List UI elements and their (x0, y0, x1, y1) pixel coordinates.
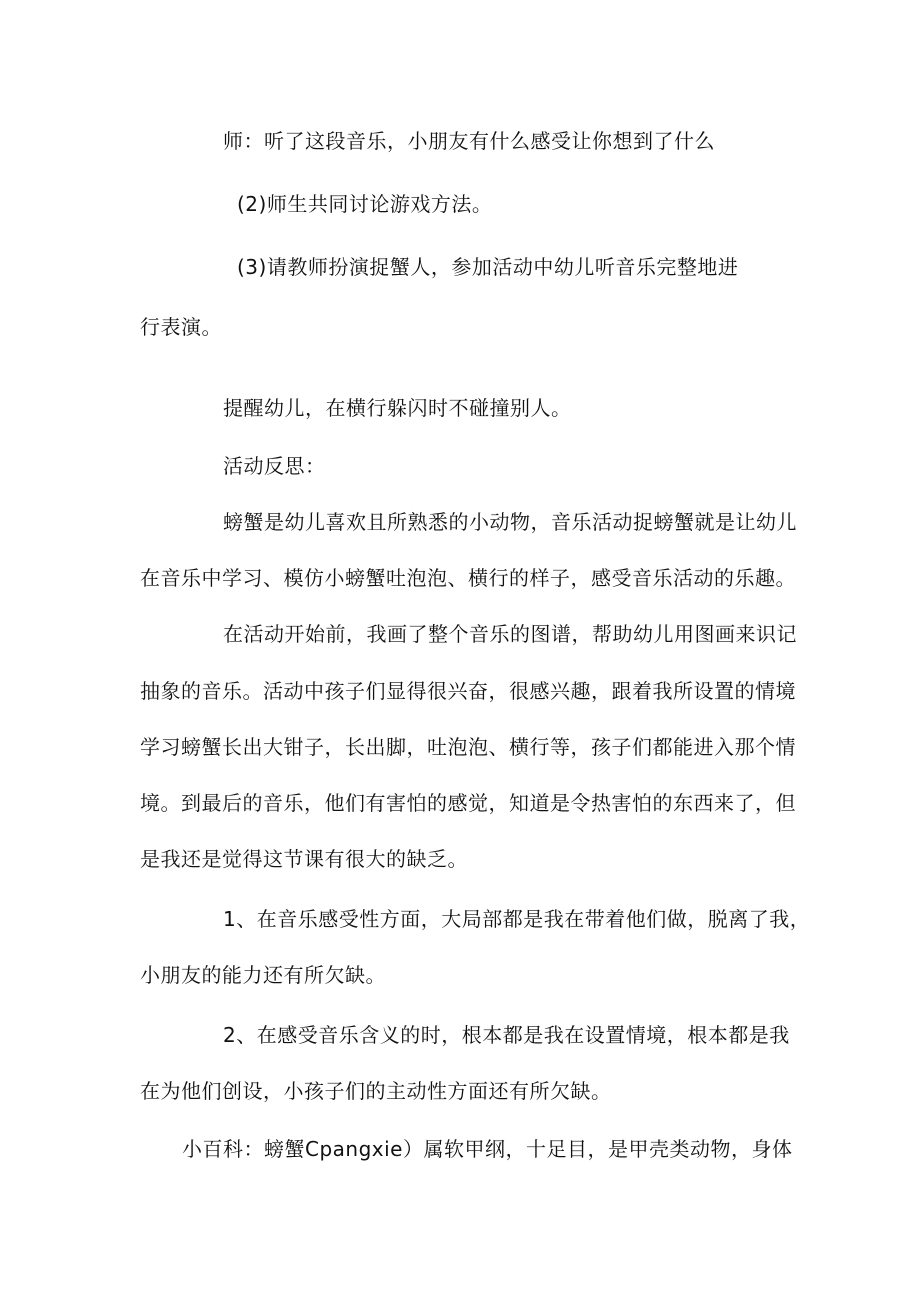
text-line: 境。到最后的音乐，他们有害怕的感觉，知道是令热害怕的东西来了，但 (140, 791, 796, 815)
encyclopedia-note: 小百科：螃蟹Cpangxie）属软甲纲，十足目，是甲壳类动物，身体 (182, 1137, 793, 1161)
text-line: 抽象的音乐。活动中孩子们显得很兴奋，很感兴趣，跟着我所设置的情境 (140, 679, 796, 703)
text-line: (2)师生共同讨论游戏方法。 (237, 192, 493, 216)
text-line: 在音乐中学习、模仿小螃蟹吐泡泡、横行的样子，感受音乐活动的乐趣。 (140, 566, 796, 590)
text-line: 师：听了这段音乐，小朋友有什么感受让你想到了什么 (223, 129, 715, 153)
text-line: 行表演。 (140, 315, 222, 339)
text-line: 提醒幼儿，在横行躲闪时不碰撞别人。 (223, 396, 572, 420)
list-item: 1、在音乐感受性方面，大局部都是我在带着他们做，脱离了我， (223, 907, 811, 931)
text-line: 是我还是觉得这节课有很大的缺乏。 (140, 847, 468, 871)
text-line: 螃蟹是幼儿喜欢且所熟悉的小动物，音乐活动捉螃蟹就是让幼儿 (223, 510, 797, 534)
text-line: 在活动开始前，我画了整个音乐的图谱，帮助幼儿用图画来识记 (223, 622, 797, 646)
text-line: 小朋友的能力还有所欠缺。 (140, 963, 386, 987)
text-line: 在为他们创设，小孩子们的主动性方面还有所欠缺。 (140, 1079, 612, 1103)
section-heading: 活动反思： (223, 454, 326, 478)
list-item: 2、在感受音乐含义的时，根本都是我在设置情境，根本都是我 (223, 1023, 790, 1047)
text-line: (3)请教师扮演捉蟹人，参加活动中幼儿听音乐完整地进 (237, 255, 739, 279)
text-line: 学习螃蟹长出大钳子，长出脚，吐泡泡、横行等，孩子们都能进入那个情 (140, 735, 796, 759)
